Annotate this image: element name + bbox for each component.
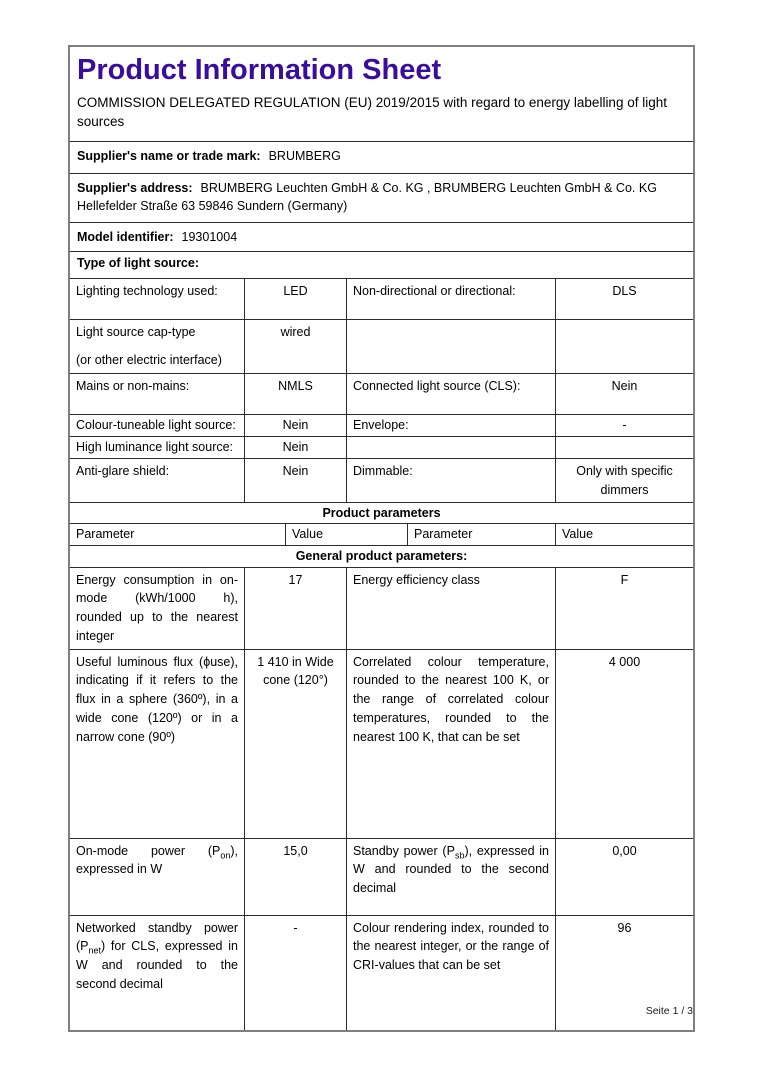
param-value-cell: 96	[555, 916, 693, 1030]
page-number: Seite 1 / 3	[645, 1005, 693, 1017]
param-name-cell: Non-directional or directional:	[346, 279, 555, 319]
type-section-heading: Type of light source:	[70, 251, 693, 278]
param-name-cell: Mains or non-mains:	[76, 378, 190, 393]
param-name-cell: Dimmable:	[346, 459, 555, 503]
supplier-address-label: Supplier's address:	[77, 180, 193, 195]
param-name-cell: Energy consumption in on-mode (kWh/1000 h), rounded up to the nearest integer	[76, 572, 238, 643]
cap-type-line1: Light source cap-type	[76, 325, 196, 340]
param-value-cell: 17	[244, 568, 346, 649]
param-name-cell: Envelope:	[346, 415, 555, 436]
table-row	[70, 838, 693, 915]
param-name-cell: Connected light source (CLS):	[346, 374, 555, 414]
param-name-text: Networked standby power (P	[76, 920, 238, 954]
param-value-cell: Nein	[244, 415, 346, 436]
param-name-cell: Correlated colour temperature, rounded to the nearest 100 K, or the range of correlated colour temperatures, rounded to the nearest 100 K, that can be set	[346, 650, 555, 838]
param-name-cell: Anti-glare shield:	[76, 463, 170, 478]
product-info-table	[68, 45, 695, 1032]
param-name-text: On-mode power (P	[76, 843, 221, 858]
param-name-cell	[346, 839, 555, 915]
table-row	[70, 458, 693, 503]
param-value-cell: NMLS	[244, 374, 346, 414]
param-value-cell: 15,0	[244, 839, 346, 915]
param-subscript: sb	[454, 850, 465, 861]
supplier-name-label: Supplier's name or trade mark:	[77, 148, 261, 163]
param-name-cell	[70, 320, 244, 373]
general-parameters-title: General product parameters:	[70, 545, 693, 566]
param-value-cell: Nein	[555, 374, 693, 414]
param-value-cell: 4 000	[555, 650, 693, 838]
supplier-address-row	[70, 173, 693, 222]
product-parameters-title: Product parameters	[70, 502, 693, 523]
param-value-cell: Nein	[244, 437, 346, 458]
model-identifier-value: 19301004	[181, 229, 238, 244]
param-name-cell: Lighting technology used:	[76, 284, 218, 299]
column-header: Value	[555, 524, 693, 545]
param-name-text: ) for CLS, expressed in W and rounded to the second decimal	[76, 939, 238, 991]
table-row	[70, 915, 693, 1030]
param-value-cell: -	[555, 415, 693, 436]
param-value-cell	[555, 320, 693, 373]
supplier-address-value: BRUMBERG Leuchten GmbH & Co. KG , BRUMBERG Leuchten GmbH & Co. KG Hellefelder Straße 63 59846 Sundern (Germany)	[77, 180, 657, 214]
param-name-text: ), expressed in W	[76, 843, 238, 877]
column-header: Parameter	[407, 524, 555, 545]
param-name-cell: Useful luminous flux (ϕuse), indicating if it refers to the flux in a sphere (360º), in a wide cone (120º) or in a narrow cone (90º)	[76, 654, 238, 744]
model-identifier-label: Model identifier:	[77, 229, 174, 244]
table-row	[70, 649, 693, 838]
param-name-text: ), expressed in W and rounded to the second decimal	[353, 843, 550, 896]
column-header-row	[70, 523, 693, 545]
param-subscript: net	[88, 945, 102, 956]
param-value-cell: wired	[244, 320, 346, 373]
param-name-cell: Colour-tuneable light source:	[76, 417, 236, 432]
param-value-cell: Only with specific dimmers	[555, 459, 693, 503]
table-row	[70, 373, 693, 414]
table-row	[70, 436, 693, 458]
cap-type-line2: (or other electric interface)	[76, 353, 222, 368]
param-subscript: on	[220, 850, 231, 861]
table-row	[70, 414, 693, 436]
supplier-name-row	[70, 141, 693, 173]
param-value-cell: LED	[244, 279, 346, 319]
param-value-cell: 1 410 in Wide cone (120°)	[244, 650, 346, 838]
param-value-cell	[555, 437, 693, 458]
table-row	[70, 319, 693, 373]
page-title: Product Information Sheet	[77, 54, 442, 86]
param-name-cell: High luminance light source:	[76, 439, 234, 454]
param-name-cell	[70, 839, 244, 915]
param-value-cell: Nein	[244, 459, 346, 503]
column-header: Parameter	[76, 527, 135, 542]
model-identifier-row	[70, 222, 693, 252]
param-name-cell	[346, 320, 555, 373]
column-header: Value	[285, 524, 407, 545]
table-row	[70, 278, 693, 319]
param-value-cell: -	[244, 916, 346, 1030]
regulation-subtitle: COMMISSION DELEGATED REGULATION (EU) 2019/2015 with regard to energy labelling of light sources	[77, 95, 667, 129]
param-name-cell	[70, 916, 244, 1030]
supplier-name-value: BRUMBERG	[268, 148, 341, 163]
header-block	[70, 47, 693, 141]
param-value-cell: DLS	[555, 279, 693, 319]
param-name-cell: Colour rendering index, rounded to the nearest integer, or the range of CRI-values that can be set	[346, 916, 555, 1030]
table-row	[70, 567, 693, 649]
param-value-cell: F	[555, 568, 693, 649]
param-name-cell	[346, 437, 555, 458]
param-name-cell: Energy efficiency class	[346, 568, 555, 649]
param-name-text: Standby power (P	[353, 843, 455, 858]
param-value-cell: 0,00	[555, 839, 693, 915]
